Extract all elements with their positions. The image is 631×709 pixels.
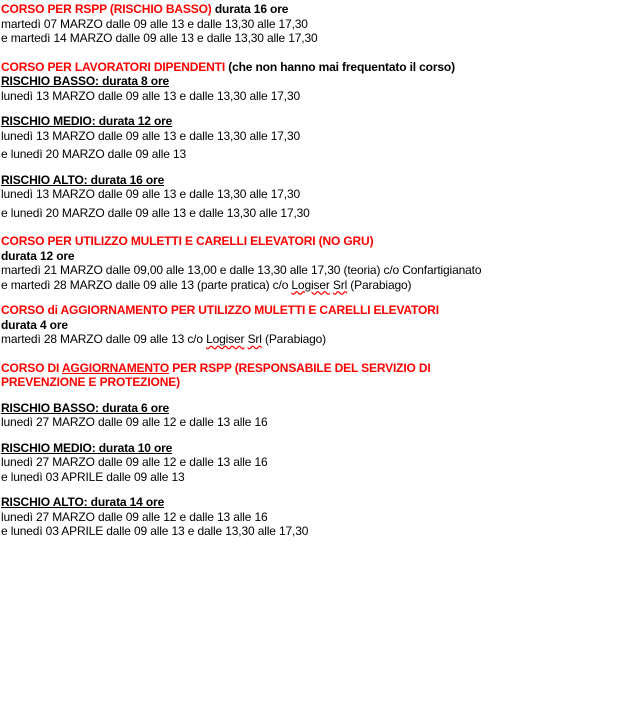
- course-heading: [0, 2, 631, 17]
- course-title-text: PER RSPP (RESPONSABILE DEL SERVIZIO DI: [169, 360, 431, 375]
- course-title: CORSO PER UTILIZZO MULETTI E CARELLI ELEVATORI (NO GRU): [1, 234, 374, 248]
- course-title-text: CORSO DI: [1, 360, 62, 375]
- course-muletti: [0, 234, 631, 292]
- course-rspp-basso: [0, 2, 631, 46]
- schedule-line: e lunedì 03 APRILE dalle 09 alle 13 e dalle 13,30 alle 17,30: [1, 524, 309, 538]
- company-suffix: Srl: [247, 332, 262, 346]
- schedule-line: martedì 21 MARZO dalle 09,00 alle 13,00 e dalle 13,30 alle 17,30 (teoria) c/o Confartigianato: [1, 263, 482, 277]
- risk-level-label: RISCHIO BASSO: durata 6 ore: [1, 400, 169, 415]
- risk-level-label: RISCHIO MEDIO: durata 10 ore: [1, 440, 173, 455]
- course-lavoratori-dipendenti: [0, 60, 631, 221]
- course-duration: durata 16 ore: [211, 2, 289, 16]
- risk-level-label: RISCHIO BASSO: durata 8 ore: [1, 74, 169, 88]
- company-name: Logiser: [291, 277, 330, 292]
- schedule-line: lunedì 27 MARZO dalle 09 alle 12 e dalle 13 alle 16: [1, 455, 268, 469]
- risk-level-label: RISCHIO MEDIO: durata 12 ore: [1, 114, 173, 128]
- risk-level-label: RISCHIO ALTO: durata 16 ore: [1, 172, 165, 187]
- schedule-line: lunedì 27 MARZO dalle 09 alle 12 e dalle 13 alle 16: [1, 415, 268, 429]
- schedule-line: lunedì 27 MARZO dalle 09 alle 12 e dalle 13 alle 16: [1, 509, 268, 524]
- company-name: Logiser: [206, 332, 245, 346]
- schedule-text: (Parabiago): [261, 332, 327, 346]
- course-title: CORSO PER LAVORATORI DIPENDENTI: [1, 59, 226, 74]
- schedule-text: e martedì 28 MARZO dalle 09 alle 13 (parte pratica) c/o: [1, 277, 292, 292]
- course-title-continued: PREVENZIONE E PROTEZIONE): [1, 375, 180, 389]
- course-duration: durata 12 ore: [1, 248, 75, 263]
- schedule-line: lunedì 13 MARZO dalle 09 alle 13 e dalle 13,30 alle 17,30: [1, 128, 300, 143]
- course-aggiornamento-rspp: [0, 361, 631, 539]
- schedule-line: e martedì 14 MARZO dalle 09 alle 13 e dalle 13,30 alle 17,30: [1, 31, 318, 45]
- course-title: CORSO PER RSPP (RISCHIO BASSO): [1, 2, 212, 16]
- schedule-line: martedì 07 MARZO dalle 09 alle 13 e dalle 13,30 alle 17,30: [1, 16, 308, 31]
- schedule-line: e lunedì 20 MARZO dalle 09 alle 13: [1, 147, 187, 161]
- course-note: (che non hanno mai frequentato il corso): [225, 59, 455, 74]
- risk-level-label: RISCHIO ALTO: durata 14 ore: [1, 495, 165, 509]
- schedule-line: lunedì 13 MARZO dalle 09 alle 13 e dalle 13,30 alle 17,30: [1, 187, 300, 201]
- schedule-text: martedì 28 MARZO dalle 09 alle 13 c/o: [1, 332, 207, 346]
- schedule-text: (Parabiago): [347, 277, 412, 292]
- course-title: CORSO di AGGIORNAMENTO PER UTILIZZO MULETTI E CARELLI ELEVATORI: [1, 303, 439, 317]
- course-aggiornamento-muletti: [0, 303, 631, 347]
- schedule-line: e lunedì 03 APRILE dalle 09 alle 13: [1, 469, 185, 484]
- schedule-line: lunedì 13 MARZO dalle 09 alle 13 e dalle 13,30 alle 17,30: [1, 88, 300, 103]
- company-suffix: Srl: [332, 277, 348, 292]
- schedule-line: e lunedì 20 MARZO dalle 09 alle 13 e dalle 13,30 alle 17,30: [1, 205, 310, 220]
- course-heading: [0, 60, 631, 75]
- schedule-line: [0, 332, 631, 347]
- course-duration: durata 4 ore: [1, 317, 68, 332]
- schedule-line: [0, 278, 631, 293]
- course-title-emphasis: AGGIORNAMENTO: [61, 360, 170, 375]
- course-title: [0, 361, 631, 376]
